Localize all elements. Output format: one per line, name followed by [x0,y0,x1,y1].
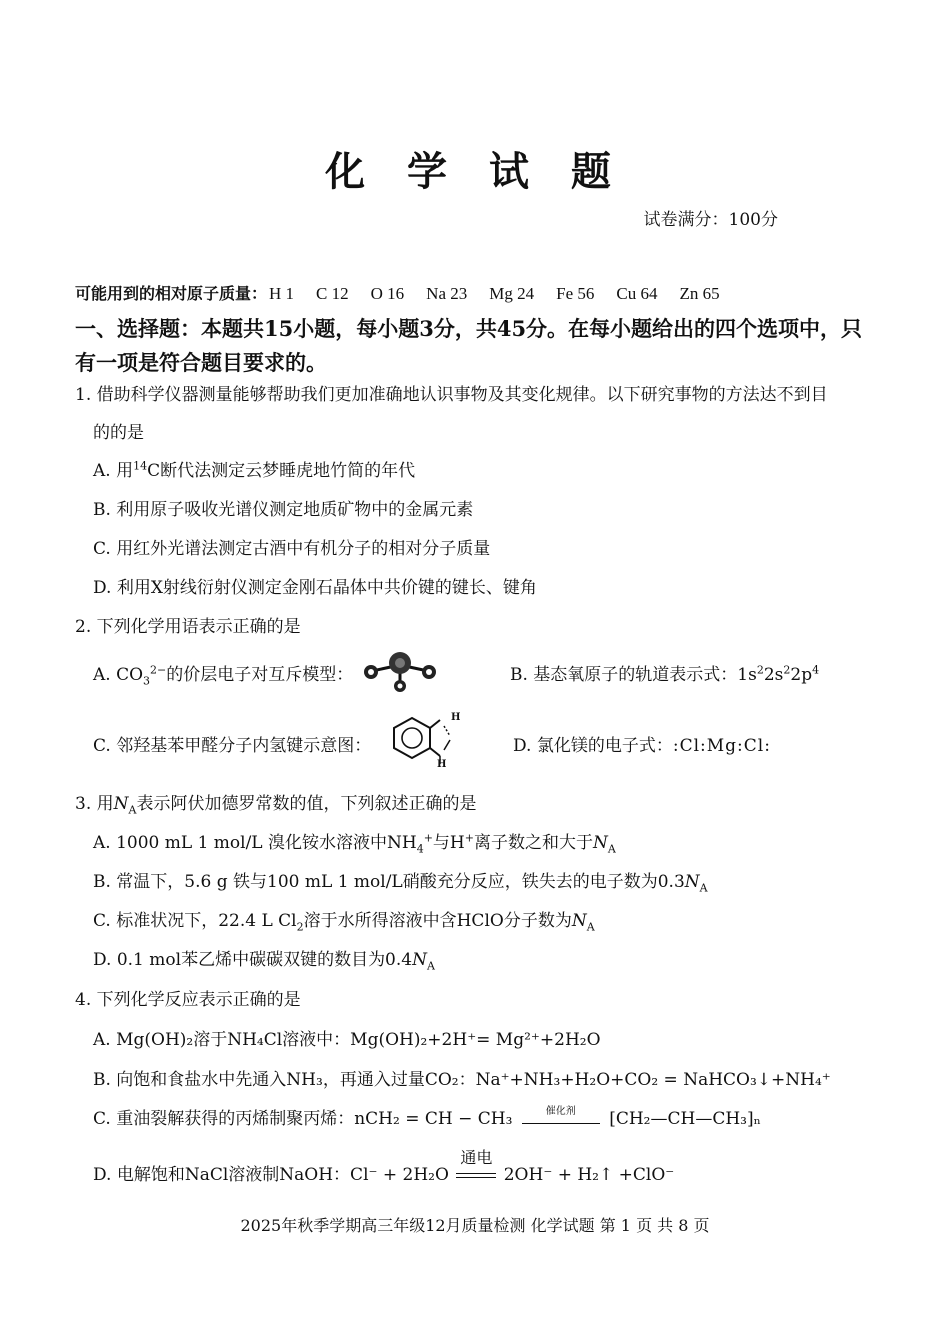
q2-b-mid: 2p [790,665,813,685]
mass-item: O 16 [370,284,405,303]
na-symbol: N [592,833,608,853]
na-sub: A [607,842,616,856]
reaction-arrow [522,1106,600,1129]
q2-a-sup: 2− [150,663,167,677]
q4-d-pre: D. 电解饱和NaCl溶液制NaOH：Cl⁻ + 2H₂O [93,1165,449,1185]
page-footer: 2025年秋季学期高三年级12月质量检测 化学试题 第 1 页 共 8 页 [240,1216,710,1235]
q3-c-post: 溶于水所得溶液中含HClO分子数为 [303,911,572,931]
mass-item: Fe 56 [556,284,595,303]
vsepr-model-icon [360,645,440,693]
q4-d-post: 2OH⁻ + H₂↑ +ClO⁻ [503,1165,675,1185]
q1-stem-line1: 1. 借助科学仪器测量能够帮助我们更加准确地认识事物及其变化规律。以下研究事物的方法达不到目 [75,385,828,405]
full-score: 试卷满分：100分 [643,210,778,230]
mass-item: H 1 [269,284,295,303]
q3-a-sup: + [423,831,433,845]
h-atom-label: H [451,712,461,723]
na-symbol: N [113,794,129,814]
q1-a-post: C断代法测定云梦睡虎地竹简的年代 [147,461,416,481]
q4-option-b: B. 向饱和食盐水中先通入NH₃，再通入过量CO₂：Na⁺+NH₃+H₂O+CO₂ = NaHCO₃↓+NH₄⁺ [93,1070,831,1090]
q3-option-b [93,867,708,894]
q1-option-c: C. 用红外光谱法测定古酒中有机分子的相对分子质量 [93,539,491,559]
section-heading: 一、选择题：本题共15小题，每小题3分，共45分。在每小题给出的四个选项中，只有一项是符合题目要求的。 [75,316,863,375]
page-title: 化 学 试 题 [325,148,625,195]
q3-option-d [93,945,435,972]
q4-option-d [93,1148,675,1185]
catalyst-label: 催化剂 [545,1106,576,1117]
q3-option-a [93,828,616,855]
q2-b-sup: 2 [756,663,764,677]
q4-stem: 4. 下列化学反应表示正确的是 [75,990,301,1010]
q2-b-pre: B. 基态氧原子的轨道表示式：1s [510,665,757,685]
q2-option-a [93,660,353,687]
q3-a-sub: 4 [416,842,424,856]
na-symbol: N [412,950,427,970]
q3-a-sup: + [464,831,474,845]
electron-formula: :Cl:Mg:Cl: [672,736,771,756]
q1-option-b: B. 利用原子吸收光谱仪测定地质矿物中的金属元素 [93,500,474,520]
na-sub: A [699,881,708,895]
q4-c-post: [CH₂—CH—CH₃]ₙ [609,1109,761,1129]
mass-item: Zn 65 [679,284,720,303]
q3-a-pre: A. 1000 mL 1 mol/L 溴化铵水溶液中NH [93,833,417,853]
q1-a-sup: 14 [133,459,148,473]
q2-stem: 2. 下列化学用语表示正确的是 [75,617,301,637]
mass-item: C 12 [316,284,349,303]
q4-option-c [93,1104,761,1129]
q2-option-c: C. 邻羟基苯甲醛分子内氢键示意图： [93,736,372,756]
q2-b-sup: 4 [812,663,820,677]
q1-option-a [93,456,415,481]
q4-c-pre: C. 重油裂解获得的丙烯制聚丙烯：nCH₂ = CH − CH₃ [93,1109,513,1129]
q3-option-c [93,906,595,933]
q3-a-post: 离子数之和大于 [473,833,593,853]
mass-item: Mg 24 [489,284,535,303]
h-atom-label: H [437,759,447,770]
q2-a-sub: 3 [143,674,151,688]
condition-label: 通电 [460,1148,493,1167]
q2-a-pre: A. CO [93,665,144,685]
q2-option-b [510,660,819,685]
q3-a-mid: 与H [432,833,465,853]
na-sub: A [586,920,595,934]
q3-stem-pre: 3. 用 [75,794,114,814]
mass-item: Na 23 [426,284,468,303]
q2-b-sup: 2 [783,663,791,677]
q1-option-d: D. 利用X射线衍射仪测定金刚石晶体中共价键的键长、键角 [93,578,537,598]
electrolysis-equals [456,1148,496,1185]
q3-c-sub: 2 [296,920,304,934]
mass-item: Cu 64 [616,284,658,303]
q4-option-a: A. Mg(OH)₂溶于NH₄Cl溶液中：Mg(OH)₂+2H⁺= Mg²⁺+2H₂O [93,1030,601,1050]
atomic-masses-label: 可能用到的相对原子质量： [75,284,268,303]
q2-b-mid: 2s [763,665,784,685]
na-symbol: N [684,872,700,892]
na-symbol: N [571,911,587,931]
na-sub: A [128,803,137,817]
q3-stem-post: 表示阿伏加德罗常数的值，下列叙述正确的是 [136,794,477,814]
q2-d-pre: D. 氯化镁的电子式： [513,736,673,756]
q1-a-pre: A. 用 [93,461,134,481]
q2-option-d [513,731,771,756]
atomic-masses [75,281,720,304]
q3-stem [75,789,476,816]
q1-stem-line2: 的的是 [93,423,144,443]
na-sub: A [426,959,435,973]
q3-d-pre: D. 0.1 mol苯乙烯中碳碳双键的数目为0.4 [93,950,413,970]
q3-c-pre: C. 标准状况下，22.4 L Cl [93,911,297,931]
q3-b-pre: B. 常温下，5.6 g 铁与100 mL 1 mol/L硝酸充分反应，铁失去的电子数为0.3 [93,872,685,892]
q2-a-post: 的价层电子对互斥模型： [166,665,354,685]
